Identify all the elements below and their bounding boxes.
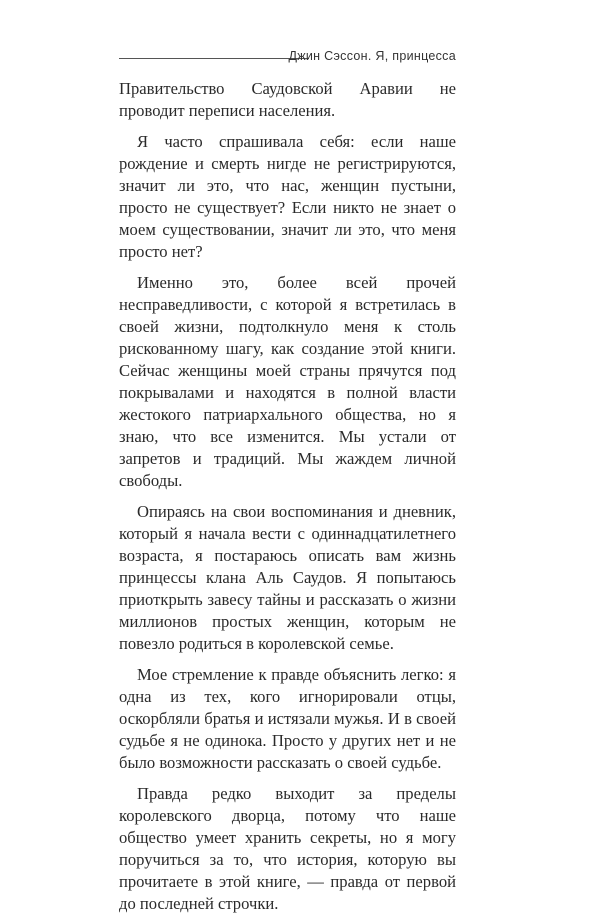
paragraph: Правда редко выходит за пределы королевского дворца, потому что наше общество умеет хранить секреты, но я могу поручиться за то, что история, которую вы прочитаете в этой книге, — правда от первой до последней строчки. <box>119 784 456 913</box>
paragraph: Я часто спрашивала себя: если наше рождение и смерть нигде не регистрируются, значит ли это, что нас, женщин пустыни, просто не существует? Если никто не знает о моем существовании, значит ли это, что меня просто нет? <box>119 132 456 261</box>
paragraph: Правительство Саудовской Аравии не проводит переписи населения. <box>119 79 456 120</box>
header-rule <box>119 58 309 59</box>
running-head-text: Джин Сэссон. Я, принцесса <box>288 49 456 63</box>
paragraph: Мое стремление к правде объяснить легко: я одна из тех, кого игнорировали отцы, оскорбляли братья и истязали мужья. И в своей судьбе я не одинока. Просто у других нет и не было возможности рассказать о своей судьбе. <box>119 665 456 772</box>
body-text <box>119 78 456 924</box>
paragraph: Опираясь на свои воспоминания и дневник, который я начала вести с одиннадцатилетнего возраста, я постараюсь описать вам жизнь принцессы клана Аль Саудов. Я попытаюсь приоткрыть завесу тайны и рассказать о жизни миллионов простых женщин, которым не повезло родиться в королевской семье. <box>119 502 456 653</box>
running-head <box>119 47 456 67</box>
paragraph: Именно это, более всей прочей несправедливости, с которой я встретилась в своей жизни, подтолкнуло меня к столь рискованному шагу, как создание этой книги. Сейчас женщины моей страны прячутся под покрывалами и находятся в полной власти жестокого патриархального общества, но я знаю, что все изменится. Мы устали от запретов и традиций. Мы жаждем личной свободы. <box>119 273 456 490</box>
